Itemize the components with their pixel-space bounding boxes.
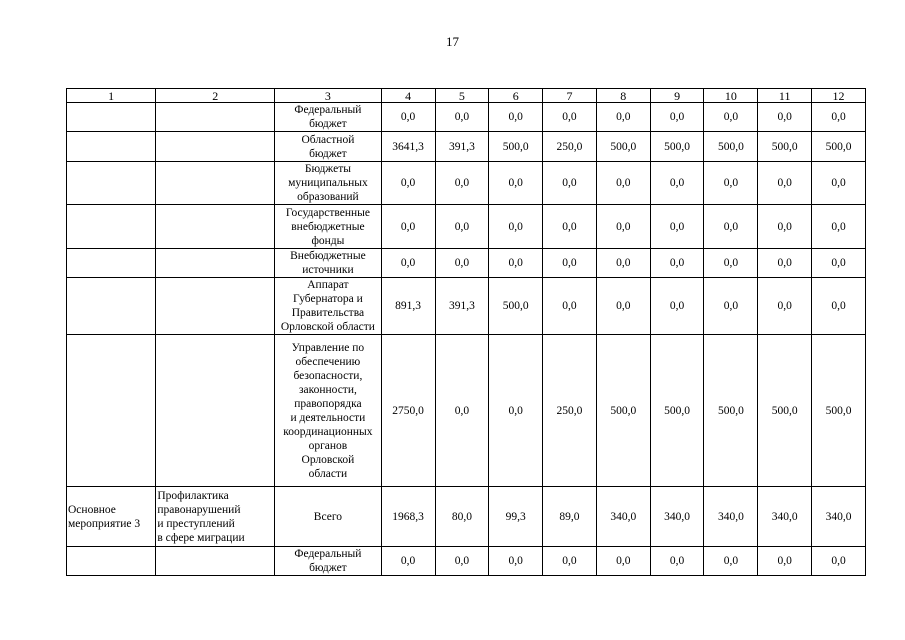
value-cell: 0,0 (596, 103, 650, 132)
value-cell: 0,0 (650, 249, 704, 278)
table-row (67, 162, 866, 205)
value-cell: 0,0 (758, 278, 812, 335)
value-cell: 0,0 (543, 103, 597, 132)
value-cell: 500,0 (758, 335, 812, 487)
value-cell: 0,0 (758, 249, 812, 278)
funding-source-cell: Бюджеты муниципальных образований (275, 162, 382, 205)
value-cell: 0,0 (704, 547, 758, 576)
value-cell: 0,0 (489, 205, 543, 249)
value-cell: 0,0 (435, 547, 489, 576)
event-cell (67, 205, 156, 249)
value-cell: 89,0 (543, 487, 597, 547)
value-cell: 0,0 (489, 547, 543, 576)
value-cell: 250,0 (543, 335, 597, 487)
value-cell: 0,0 (812, 249, 866, 278)
event-cell (67, 249, 156, 278)
header-cell: 7 (543, 89, 597, 103)
header-cell: 11 (758, 89, 812, 103)
value-cell: 0,0 (704, 162, 758, 205)
name-cell (156, 205, 275, 249)
header-cell: 6 (489, 89, 543, 103)
name-cell (156, 249, 275, 278)
value-cell: 340,0 (596, 487, 650, 547)
value-cell: 0,0 (381, 162, 435, 205)
value-cell: 0,0 (489, 249, 543, 278)
name-cell (156, 547, 275, 576)
header-cell: 9 (650, 89, 704, 103)
value-cell: 391,3 (435, 278, 489, 335)
value-cell: 891,3 (381, 278, 435, 335)
header-cell: 1 (67, 89, 156, 103)
header-cell: 12 (812, 89, 866, 103)
value-cell: 0,0 (543, 547, 597, 576)
header-cell: 10 (704, 89, 758, 103)
page-number: 17 (446, 34, 459, 49)
event-cell (67, 162, 156, 205)
value-cell: 340,0 (758, 487, 812, 547)
funding-source-cell: Всего (275, 487, 382, 547)
table-row (67, 547, 866, 576)
funding-source-cell: Федеральный бюджет (275, 547, 382, 576)
value-cell: 391,3 (435, 132, 489, 162)
table-row (67, 487, 866, 547)
value-cell: 0,0 (758, 103, 812, 132)
value-cell: 0,0 (650, 205, 704, 249)
value-cell: 0,0 (650, 278, 704, 335)
funding-source-cell: Областной бюджет (275, 132, 382, 162)
header-cell: 5 (435, 89, 489, 103)
value-cell: 2750,0 (381, 335, 435, 487)
value-cell: 500,0 (704, 132, 758, 162)
funding-source-cell: Аппарат Губернатора и Правительства Орловской области (275, 278, 382, 335)
name-cell (156, 335, 275, 487)
value-cell: 340,0 (812, 487, 866, 547)
table-header-row (67, 89, 866, 103)
value-cell: 0,0 (435, 103, 489, 132)
value-cell: 0,0 (489, 162, 543, 205)
table-row (67, 278, 866, 335)
value-cell: 0,0 (812, 278, 866, 335)
value-cell: 0,0 (758, 547, 812, 576)
value-cell: 0,0 (435, 162, 489, 205)
value-cell: 0,0 (381, 205, 435, 249)
funding-source-cell: Внебюджетные источники (275, 249, 382, 278)
value-cell: 0,0 (435, 205, 489, 249)
value-cell: 500,0 (650, 132, 704, 162)
value-cell: 0,0 (704, 205, 758, 249)
value-cell: 0,0 (489, 103, 543, 132)
name-cell (156, 132, 275, 162)
value-cell: 99,3 (489, 487, 543, 547)
value-cell: 0,0 (704, 278, 758, 335)
table-body (67, 89, 866, 576)
value-cell: 0,0 (650, 547, 704, 576)
event-cell (67, 132, 156, 162)
value-cell: 0,0 (596, 547, 650, 576)
event-cell (67, 547, 156, 576)
header-cell: 8 (596, 89, 650, 103)
funding-source-cell: Управление по обеспечению безопасности, законности, правопорядка и деятельности координационных органов Орловской области (275, 335, 382, 487)
value-cell: 0,0 (812, 103, 866, 132)
value-cell: 500,0 (758, 132, 812, 162)
table-row (67, 132, 866, 162)
name-cell (156, 278, 275, 335)
value-cell: 0,0 (543, 162, 597, 205)
value-cell: 500,0 (650, 335, 704, 487)
value-cell: 0,0 (543, 249, 597, 278)
table-row (67, 103, 866, 132)
value-cell: 0,0 (543, 205, 597, 249)
name-cell (156, 103, 275, 132)
value-cell: 1968,3 (381, 487, 435, 547)
value-cell: 500,0 (596, 132, 650, 162)
value-cell: 0,0 (596, 278, 650, 335)
table-row (67, 205, 866, 249)
funding-source-cell: Федеральный бюджет (275, 103, 382, 132)
value-cell: 340,0 (650, 487, 704, 547)
value-cell: 0,0 (704, 249, 758, 278)
value-cell: 500,0 (812, 132, 866, 162)
header-cell: 4 (381, 89, 435, 103)
value-cell: 0,0 (812, 205, 866, 249)
value-cell: 500,0 (489, 132, 543, 162)
value-cell: 0,0 (596, 249, 650, 278)
value-cell: 0,0 (812, 162, 866, 205)
value-cell: 0,0 (435, 335, 489, 487)
funding-source-cell: Государственные внебюджетные фонды (275, 205, 382, 249)
value-cell: 0,0 (758, 205, 812, 249)
event-cell (67, 335, 156, 487)
value-cell: 0,0 (650, 103, 704, 132)
value-cell: 3641,3 (381, 132, 435, 162)
value-cell: 0,0 (596, 162, 650, 205)
value-cell: 0,0 (758, 162, 812, 205)
value-cell: 0,0 (543, 278, 597, 335)
header-cell: 3 (275, 89, 382, 103)
value-cell: 0,0 (650, 162, 704, 205)
header-cell: 2 (156, 89, 275, 103)
value-cell: 500,0 (812, 335, 866, 487)
value-cell: 500,0 (489, 278, 543, 335)
budget-table (66, 88, 866, 576)
value-cell: 80,0 (435, 487, 489, 547)
value-cell: 250,0 (543, 132, 597, 162)
event-cell (67, 103, 156, 132)
event-cell: Основное мероприятие 3 (67, 487, 156, 547)
value-cell: 0,0 (489, 335, 543, 487)
table-row (67, 249, 866, 278)
value-cell: 0,0 (704, 103, 758, 132)
name-cell (156, 162, 275, 205)
value-cell: 0,0 (381, 249, 435, 278)
name-cell: Профилактика правонарушений и преступлений в сфере миграции (156, 487, 275, 547)
value-cell: 0,0 (381, 547, 435, 576)
table-row (67, 335, 866, 487)
value-cell: 500,0 (704, 335, 758, 487)
value-cell: 500,0 (596, 335, 650, 487)
value-cell: 0,0 (381, 103, 435, 132)
value-cell: 0,0 (435, 249, 489, 278)
value-cell: 0,0 (596, 205, 650, 249)
value-cell: 0,0 (812, 547, 866, 576)
event-cell (67, 278, 156, 335)
value-cell: 340,0 (704, 487, 758, 547)
